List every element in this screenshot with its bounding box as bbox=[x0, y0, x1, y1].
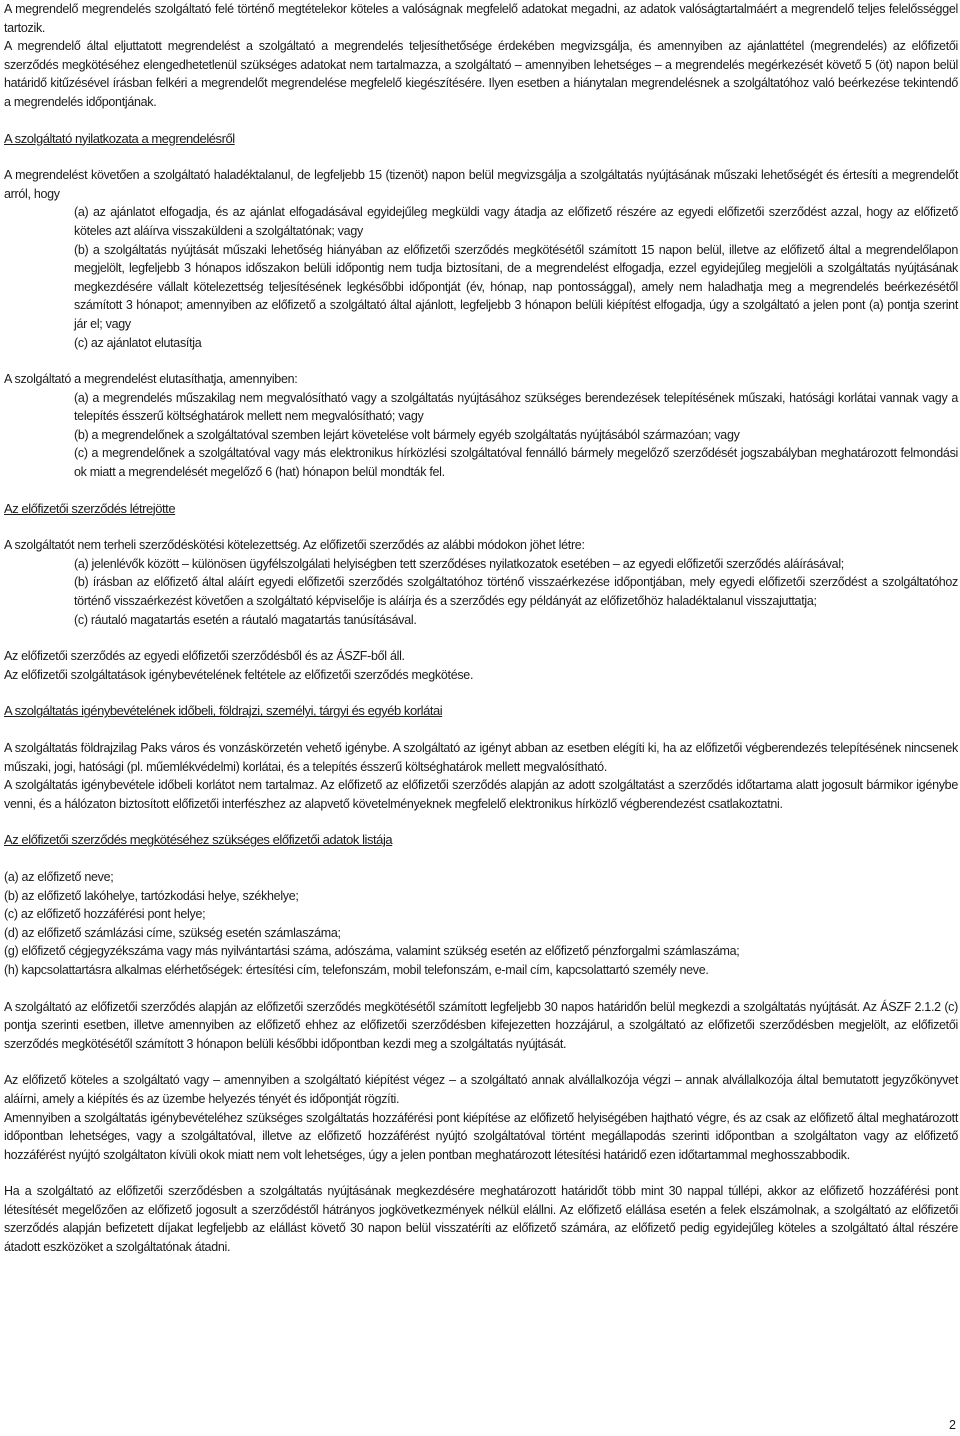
list-item: (c) az előfizető hozzáférési pont helye; bbox=[4, 907, 206, 922]
paragraph: Az előfizető köteles a szolgáltató vagy – amennyiben a szolgáltató kiépítést végez – a szolgáltató annak alvállalkozója végzi – annak alvállalkozója által bemutatott jegyzőkönyvet aláírni, amely a kiépítés és az üzembe helyezés tényét és időpontját rögzíti. bbox=[4, 1073, 958, 1106]
list-item: (c) ráutaló magatartás esetén a ráutaló magatartás tanúsításával. bbox=[74, 612, 417, 627]
list-item: (b) a szolgáltatás nyújtását műszaki lehetőség hiányában az előfizetői szerződés megkötésétől számított 15 napon belül, illetve az előfizető által a megrendelőlapon megjelölt, legfeljebb 3 hónapos időszakon belüli időpontig nem tudja biztosítani, de a megrendelést elfogadja, ezzel egyidejűleg megjelöli a szolgáltatás nyújtásának megkezdésére vállalt kötelezettség teljesítésének legkésőbbi időpontját (év, hónap, nap pontossággal), amely nem haladhatja meg a megrendelés beérkezésétől számított 3 hónapot; amennyiben az előfizető a szolgáltató által ajánlott, legfeljebb 3 hónapon belüli kiépítést elfogadja, úgy a szolgáltató a jelen pont (a) pontja szerint jár el; vagy bbox=[74, 242, 958, 331]
list-item: (d) az előfizető számlázási címe, szükség esetén számlaszáma; bbox=[4, 925, 341, 940]
list-item: (a) jelenlévők között – különösen ügyfélszolgálati helyiségben tett szerződéses nyilatkozatok esetében – az egyedi előfizetői szerződés aláírásával; bbox=[74, 556, 844, 571]
page-number: 2 bbox=[949, 1418, 956, 1432]
paragraph: A megrendelő által eljuttatott megrendelést a szolgáltató a megrendelés teljesíthetősége érdekében megvizsgálja, és amennyiben az ajánlattétel (megrendelés) az előfizetői szerződés megkötéséhez elengedhetetlenül szükséges adatokat nem tartalmazza, a szolgáltató – amennyiben lehetséges – a megrendelés megérkezését követő 5 (öt) napon belül határidő kitűzésével írásban felkéri a megrendelőt megrendelése megfelelő kiegészítésére. Ilyen esetben a hiánytalan megrendelésnek a szolgáltatóhoz való beérkezése tekintendő a megrendelés időpontjának. bbox=[4, 39, 958, 109]
section-heading: Az előfizetői szerződés megkötéséhez szükséges előfizetői adatok listája bbox=[4, 832, 393, 848]
paragraph: Amennyiben a szolgáltatás igénybevételéhez szükséges szolgáltatás hozzáférési pont kiépítése az előfizető helyiségében hajtható végre, és az csak az előfizető által meghatározott időpontban lehetséges, vagy a szolgáltatóval, illetve az előfizető hozzáférést nyújtó szolgáltatóval történt megállapodás szerinti időpontban a szolgáltaton vagy az előfizető hozzáférést nyújtó szolgáltaton kívüli okok miatt nem volt lehetséges, úgy a jelen pontban meghatározott létesítési határidő ezen időtartammal meghosszabbodik. bbox=[4, 1110, 958, 1162]
list-item: (c) az ajánlatot elutasítja bbox=[74, 335, 202, 350]
list-item: (b) a megrendelőnek a szolgáltatóval szemben lejárt követelése volt bármely egyéb szolgáltatás nyújtásából származóan; vagy bbox=[74, 427, 740, 442]
paragraph: A szolgáltatás igénybevétele időbeli korlátot nem tartalmaz. Az előfizető az előfizetői szerződés alapján az adott szolgáltatást a szerződés időtartama alatt jogosult bármikor igénybe venni, és a hálózaton biztosított előfizetői interfészhez az alapvető követelményeknek megfelelő elektronikus hírközlő végberendezést csatlakoztatni. bbox=[4, 778, 958, 811]
paragraph: A szolgáltató a megrendelést elutasíthatja, amennyiben: bbox=[4, 372, 298, 387]
paragraph: A szolgáltatás földrajzilag Paks város és vonzáskörzetén vehető igénybe. A szolgáltató az igényt abban az esetben elégíti ki, ha az előfizetői végberendezés telepítésének nincsenek műszaki, jogi, hatósági (pl. műemlékvédelmi) korlátai, és a telepítés ésszerű költséghatárok mellett megvalósítható. bbox=[4, 741, 958, 774]
list-item: (h) kapcsolattartásra alkalmas elérhetőségek: értesítési cím, telefonszám, mobil telefonszám, e-mail cím, kapcsolattartó személy neve. bbox=[4, 962, 709, 977]
paragraph: Az előfizetői szerződés az egyedi előfizetői szerződésből és az ÁSZF-ből áll. bbox=[4, 649, 405, 664]
list-item: (c) a megrendelőnek a szolgáltatóval vagy más elektronikus hírközlési szolgáltatóval fennálló bármely megelőző szerződését jogszabályban meghatározott felmondási ok miatt a megrendelését megelőző 6 (hat) hónapon belül mondták fel. bbox=[74, 446, 958, 480]
paragraph: Az előfizetői szolgáltatások igénybevételének feltétele az előfizetői szerződés megkötése. bbox=[4, 667, 474, 682]
list-item: (a) az előfizető neve; bbox=[4, 869, 114, 884]
list-item: (g) előfizető cégjegyzékszáma vagy más nyilvántartási száma, adószáma, valamint szükség esetén az előfizető pénzforgalmi számlaszáma; bbox=[4, 944, 740, 959]
list-item: (b) az előfizető lakóhelye, tartózkodási helye, székhelye; bbox=[4, 888, 299, 903]
section-heading: A szolgáltatás igénybevételének időbeli, földrajzi, személyi, tárgyi és egyéb korlátai bbox=[4, 703, 443, 719]
paragraph: A szolgáltató az előfizetői szerződés alapján az előfizetői szerződés megkötésétől számított legfeljebb 30 napos határidőn belül megkezdi a szolgáltatás nyújtását. Az ÁSZF 2.1.2 (c) pontja szerinti esetben, illetve amennyiben az előfizető ehhez az előfizetői szerződésben kifejezetten hozzájárul, a szolgáltató az előfizetői szerződésben megjelölt, az előfizetői szerződés megkötésétől számított 3 hónapon belüli későbbi időpontban kezdi meg a szolgáltatás nyújtását. bbox=[4, 999, 958, 1051]
paragraph: A megrendelést követően a szolgáltató haladéktalanul, de legfeljebb 15 (tizenöt) napon belül megvizsgálja a szolgáltatás nyújtásának műszaki lehetőségét és értesíti a megrendelőt arról, hogy bbox=[4, 168, 958, 201]
list-item: (b) írásban az előfizető által aláírt egyedi előfizetői szerződés szolgáltatóhoz történő visszaérkezése időpontjában, mely egyedi előfizetői szerződést a szolgáltatóhoz történő visszaérkezést követően a szolgáltató képviselője is aláírja és a szerződés egy példányát az előfizetőhöz haladéktalanul visszajuttatja; bbox=[74, 575, 958, 609]
list-item: (a) az ajánlatot elfogadja, és az ajánlat elfogadásával egyidejűleg megküldi vagy átadja az előfizető részére az egyedi előfizetői szerződést azzal, hogy az előfizető köteles azt aláírva visszaküldeni a szolgáltatónak; vagy bbox=[74, 205, 958, 238]
section-heading: A szolgáltató nyilatkozata a megrendelésről bbox=[4, 130, 235, 146]
paragraph: A megrendelő megrendelés szolgáltató felé történő megtételekor köteles a valóságnak megfelelő adatokat megadni, az adatok valóságtartalmáért a megrendelő teljes felelősséggel tartozik. bbox=[4, 2, 958, 35]
document-page bbox=[4, 0, 958, 1257]
paragraph: Ha a szolgáltató az előfizetői szerződésben a szolgáltatás nyújtásának megkezdésére meghatározott határidőt több mint 30 nappal túllépi, akkor az előfizető hozzáférési pont létesítését megelőzően az előfizető jogosult a szerződéstől hátrányos jogkövetkezmények nélkül elállni. Az előfizető elállása esetén a felek elszámolnak, a szolgáltató az előfizetői szerződés alapján befizetett díjakat legfeljebb az elállást követő 30 napon belül visszatéríti az előfizető számára, az előfizető pedig egyidejűleg köteles a szolgáltató által részére átadott eszközöket a szolgáltatónak átadni. bbox=[4, 1184, 958, 1255]
section-heading: Az előfizetői szerződés létrejötte bbox=[4, 500, 176, 516]
paragraph: A szolgáltatót nem terheli szerződéskötési kötelezettség. Az előfizetői szerződés az alábbi módokon jöhet létre: bbox=[4, 538, 585, 553]
list-item: (a) a megrendelés műszakilag nem megvalósítható vagy a szolgáltatás nyújtásához szükséges berendezések telepítésének műszaki, hatósági korlátai vannak vagy a telepítés ésszerű költséghatárok mellett nem megvalósítható; vagy bbox=[74, 390, 958, 424]
